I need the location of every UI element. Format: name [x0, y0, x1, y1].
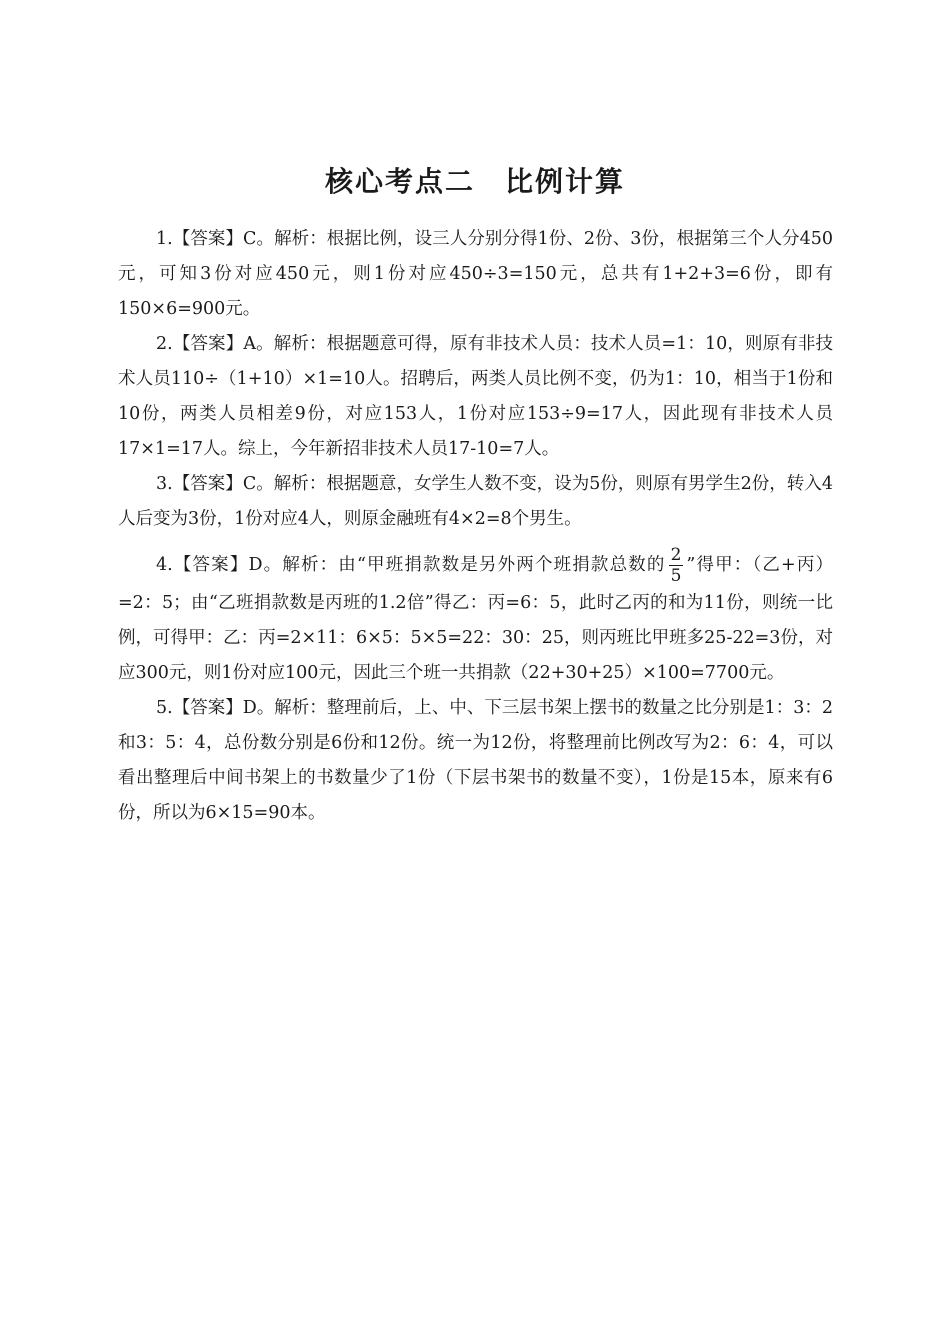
fraction-denominator: 5: [670, 566, 682, 586]
answer-list: [118, 222, 833, 831]
answer-item-5: 5.【答案】D。解析：整理前后，上、中、下三层书架上摆书的数量之比分别是1：3：2和3：5：4，总份数分别是6份和12份。统一为12份，将整理前比例改写为2：6：4，可以看出整理后中间书架上的书数量少了1份（下层书架书的数量不变），1份是15本，原来有6份，所以为6×15=90本。: [118, 698, 833, 823]
fraction-numerator: 2: [670, 545, 682, 565]
page-title: 核心考点二 比例计算: [324, 165, 625, 198]
answer-item-4: [118, 545, 833, 691]
fraction-two-fifths: [669, 545, 684, 586]
answer-item-3: 3.【答案】C。解析：根据题意，女学生人数不变，设为5份，则原有男学生2份，转入4人后变为3份，1份对应4人，则原金融班有4×2=8个男生。: [118, 474, 833, 529]
answer-item-4-text-before: 4.【答案】D。解析：由“甲班捐款数是另外两个班捐款总数的: [156, 555, 666, 575]
answer-item-1: 1.【答案】C。解析：根据比例，设三人分别分得1份、2份、3份，根据第三个人分450元，可知3份对应450元，则1份对应450÷3=150元，总共有1+2+3=6份，即有150×6=900元。: [118, 229, 833, 319]
answer-item-4-text-after: ”得甲：（乙+丙）=2：5；由“乙班捐款数是丙班的1.2倍”得乙：丙=6：5，此时乙丙的和为11份，则统一比例，可得甲：乙：丙=2×11：6×5：5×5=22：30：25，则丙班比甲班多25-22=3份，对应300元，则1份对应100元，因此三个班一共捐款（22+30+25）×100=7700元。: [118, 555, 833, 683]
answer-item-2: 2.【答案】A。解析：根据题意可得，原有非技术人员：技术人员=1：10，则原有非技术人员110÷（1+10）×1=10人。招聘后，两类人员比例不变，仍为1：10，相当于1份和10份，两类人员相差9份，对应153人，1份对应153÷9=17人，因此现有非技术人员17×1=17人。综上，今年新招非技术人员17-10=7人。: [118, 334, 833, 459]
